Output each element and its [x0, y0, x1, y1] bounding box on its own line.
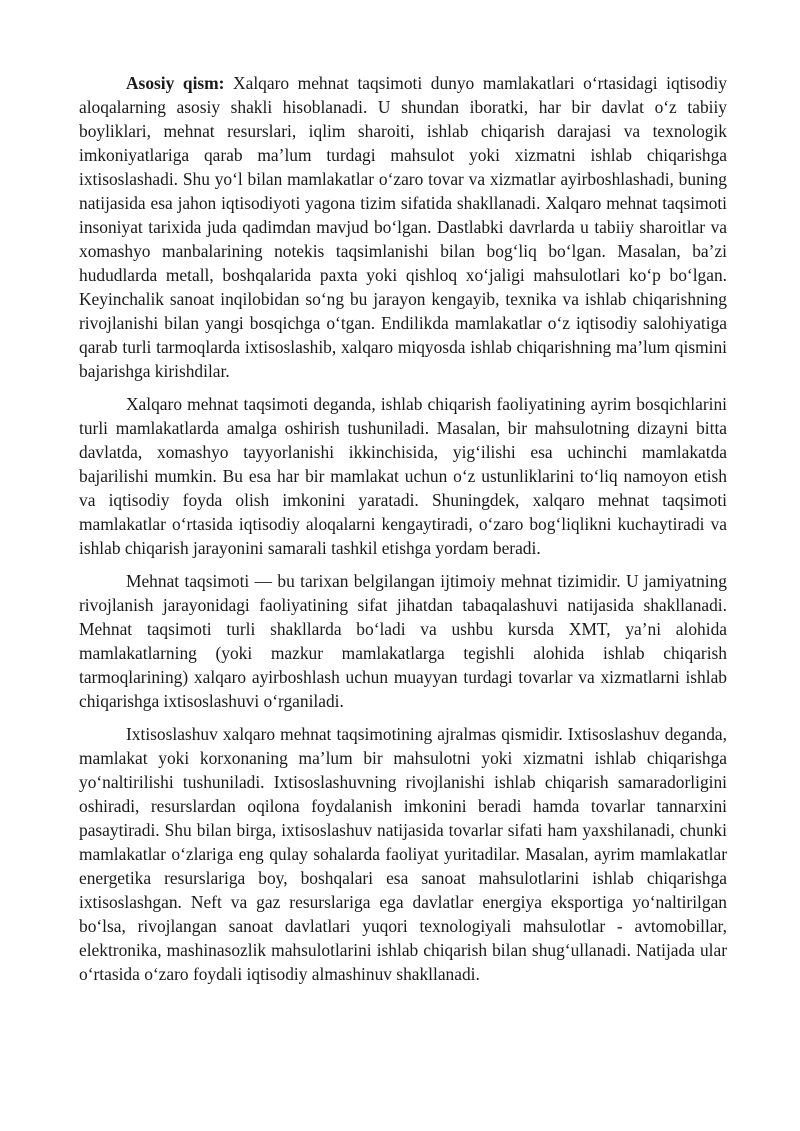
paragraph-1 [79, 71, 727, 383]
paragraph-4: Ixtisoslashuv xalqaro mehnat taqsimotining ajralmas qismidir. Ixtisoslashuv deganda, mamlakat yoki korxonaning maʼlum bir mahsulotni yoki xizmatni ishlab chiqarishga yoʻnaltirilishi tushuniladi. Ixtisoslashuvning rivojlanishi ishlab chiqarish samaradorligini oshiradi, resurslardan oqilona foydalanish imkonini beradi hamda tovarlar tannarxini pasaytiradi. Shu bilan birga, ixtisoslashuv natijasida tovarlar sifati ham yaxshilanadi, chunki mamlakatlar oʻzlariga eng qulay sohalarda faoliyat yuritadilar. Masalan, ayrim mamlakatlar energetika resurslariga boy, boshqalari esa sanoat mahsulotlarini ishlab chiqarishga ixtisoslashgan. Neft va gaz resurslariga ega davlatlar energiya eksportiga yoʻnaltirilgan boʻlsa, rivojlangan sanoat davlatlari yuqori texnologiyali mahsulotlar - avtomobillar, elektronika, mashinasozlik mahsulotlarini ishlab chiqarish bilan shugʻullanadi. Natijada ular oʻrtasida oʻzaro foydali iqtisodiy almashinuv shakllanadi. [79, 724, 727, 984]
paragraph-3: Mehnat taqsimoti — bu tarixan belgilangan ijtimoiy mehnat tizimidir. U jamiyatning rivojlanish jarayonidagi faoliyatining sifat jihatdan tabaqalashuvi natijasida shakllanadi. Mehnat taqsimoti turli shakllarda boʻladi va ushbu kursda XMT, yaʼni alohida mamlakatlarning (yoki mazkur mamlakatlarga tegishli alohida ishlab chiqarish tarmoqlarining) xalqaro ayirboshlash uchun muayyan turdagi tovarlar va xizmatlarni ishlab chiqarishga ixtisoslashuvi oʻrganiladi. [79, 571, 727, 711]
paragraph-2: Xalqaro mehnat taqsimoti deganda, ishlab chiqarish faoliyatining ayrim bosqichlarini turli mamlakatlarda amalga oshirish tushuniladi. Masalan, bir mahsulotning dizayni bitta davlatda, xomashyo tayyorlanishi ikkinchisida, yigʻilishi esa uchinchi mamlakatda bajarilishi mumkin. Bu esa har bir mamlakat uchun oʻz ustunliklarini toʻliq namoyon etish va iqtisodiy foyda olish imkonini yaratadi. Shuningdek, xalqaro mehnat taqsimoti mamlakatlar oʻrtasida iqtisodiy aloqalarni kengaytiradi, oʻzaro bogʻliqlikni kuchaytiradi va ishlab chiqarish jarayonini samarali tashkil etishga yordam beradi. [79, 394, 727, 558]
paragraph-1-text: Xalqaro mehnat taqsimoti dunyo mamlakatlari oʻrtasidagi iqtisodiy aloqalarning asosiy shakli hisoblanadi. U shundan iboratki, har bir davlat oʻz tabiiy boyliklari, mehnat resurslari, iqlim sharoiti, ishlab chiqarish darajasi va texnologik imkoniyatlariga qarab maʼlum turdagi mahsulot yoki xizmatni ishlab chiqarishga ixtisoslashadi. Shu yoʻl bilan mamlakatlar oʻzaro tovar va xizmatlar ayirboshlashadi, buning natijasida esa jahon iqtisodiyoti yagona tizim sifatida shakllanadi. Xalqaro mehnat taqsimoti insoniyat tarixida juda qadimdan mavjud boʻlgan. Dastlabki davrlarda u tabiiy sharoitlar va xomashyo manbalarining notekis taqsimlanishi bilan bogʻliq boʻlgan. Masalan, baʼzi hududlarda metall, boshqalarida paxta yoki qishloq xoʻjaligi mahsulotlari koʻp boʻlgan. Keyinchalik sanoat inqilobidan soʻng bu jarayon kengayib, texnika va ishlab chiqarishning rivojlanishi bilan yangi bosqichga oʻtgan. Endilikda mamlakatlar oʻz iqtisodiy salohiyatiga qarab turli tarmoqlarda ixtisoslashib, xalqaro miqyosda ishlab chiqarishning maʼlum qismini bajarishga kirishdilar. [79, 73, 728, 381]
section-lead-label: Asosiy qism: [126, 73, 225, 93]
document-page [79, 71, 727, 995]
